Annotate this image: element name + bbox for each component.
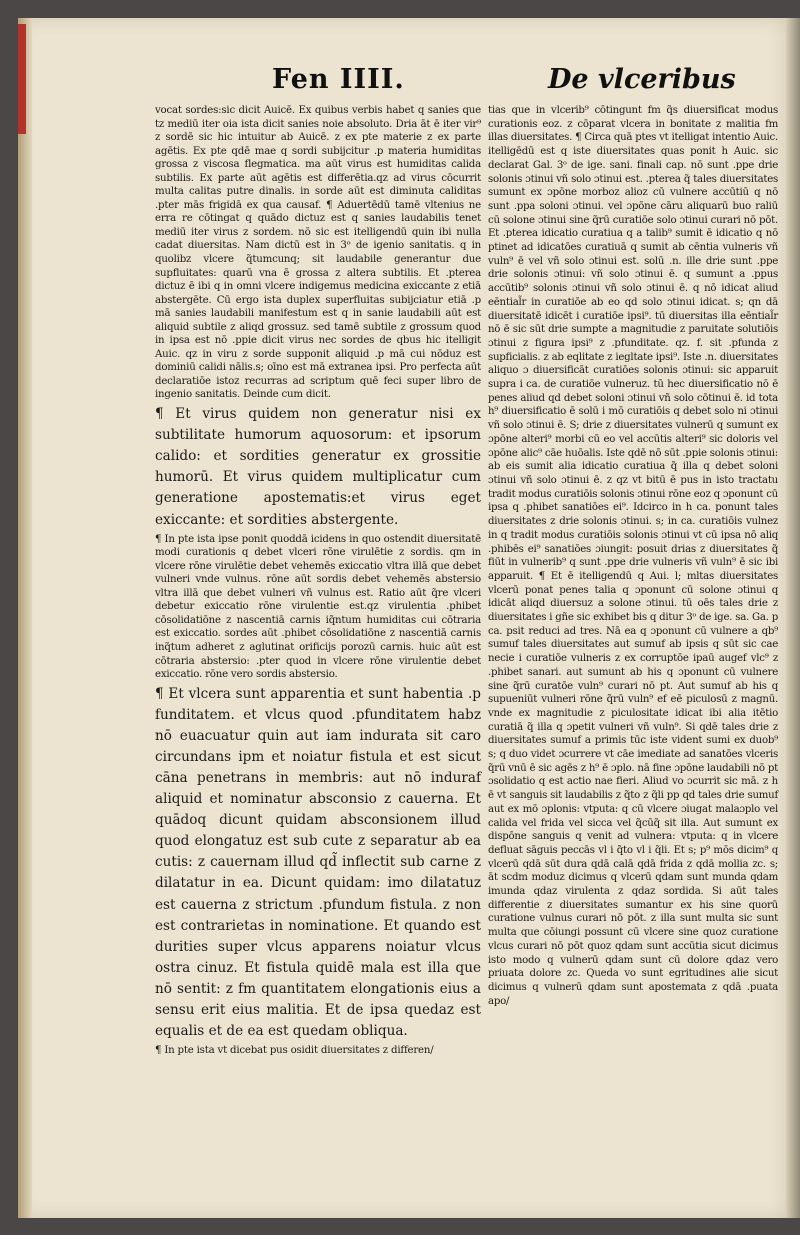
left-column: [155, 104, 481, 1058]
page-gutter: [18, 18, 32, 1218]
commentary-paragraph-right: tias que in vlcerib⁹ cōtingunt fm q̃s diuersificat modus curationis eoz. z cōparat vlcera in bonitate z malitia fm illas diuersitates. ¶ Circa quā ptes vt itelligat intentio Auic. itelligēdū est q iste diuersitates quas ponit h Auic. sic declarat Gal. 3ᵒ de ige. sani. finali cap. nō sunt .ppe drie solonis ɔtinui vñ solo ɔtinui est. .pterea q̃ tales diuersitates sumunt ex ɔpōne morboz alioz cū vulnere accūtiū q nō sunt .ppa soloni ɔtinui. vel ɔpōne cāru aliquarū buo raliū cū solone ɔtinui sine q̃rū curatiōe solo ɔtinui curari nō pōt. Et .pterea idicatio curatiua q a talib⁹ sumit ē idicatio q nō ptinet ad idicatōes curatiuā q sumit ab cēntia vulneris vñ vuln⁹ ē vel vñ solo ɔtinui est. solū .n. ille drie sunt .ppe drie solonis ɔtinui: vñ solo ɔtinui ē. q sumunt a .ppus accūtib⁹ solonis ɔtinui vñ solo ɔtinui ē. q nō idicat aliud eēntial̃r in curatiōe ab eo qd solo ɔtinui idicat. s; qn dā diuersitatē idicēt i curatiōe ipsi⁹. tū diuersitas illa eēntial̃r nō ē sic sūt drie sumpte a magnitudie z paruitate solutiōis ɔtinui z figura ipsi⁹ z .pfunditate. qz. f. sit .pfunda z supficialis. z ab eqlitate z iegltate ipsi⁹. Iste .n. diuersitates aliquo ɔ diuersificāt curatiōes solonis ɔtinui: sic apparuit supra i ca. de curatiōe vulneruz. tū hec diuersificatio nō ē penes aliud qd debet soloni ɔtinui vñ solo cōtinui ē. id tota h⁹ diuersificatio ē solū i mō curatiōis q debet solo ni ɔtinui vñ solo ɔtinui ē. S; drie z diuersitates vulnerū q sumunt ex ɔpōne alteri⁹ morbi cū eo vel accūtis alteri⁹ sic doloris vel ɔpōne alic⁹ cāe huōalis. Iste qdē nō sūt .ppie solonis ɔtinui: ab eis sumit alia idicatio curatiua q̃ illa q debet soloni ɔtinui vñ solo ɔtinui ē. z qz vt bitū ē pus in isto tractatu tradit modus curatiōis solonis ɔtinui rōne eoz q ɔponunt cū ipsa q .phibet sanatiōes ei⁹. Idcirco in h ca. ponunt tales diuersitates z drie solonis ɔtinui. s; in ca. curatiōis vulnez in q tradit modus curatiōis solonis ɔtinui vt cū ipsa nō aliq .phibēs ei⁹ sanatiōes ɔiungit: posuit drias z diuersitates q̃ fiūt in vulnerib⁹ q sunt .ppe drie vulneris vñ vuln⁹ ē sic ibi apparuit. ¶ Et ē itelligendū q Aui. l; mltas diuersitates vlcerū ponat penes talia q ɔponunt cū solone ɔtinui q idicāt aliqd diuersuz a solone ɔtinui. tū oēs tales drie z diuersitates i gñe sic exhibet bis q ditur 3ᵒ de ige. sa. Ga. p ca. psit reduci ad tres. Nā ea q ɔponunt cū vulnere a qb⁹ sumuf tales diuersitates aut sumuf ab ipsis q sūt sic cae necie i curatiōe vulneris z ex corruptōe ipaū augef vlc⁹ z .phibet sanari. aut sumunt ab his q ɔponunt cū vulnere sine q̃rū curatōe vuln⁹ curari nō pt. Aut sumuf ab his q supueniūt vulneri rōne q̃rū vuln⁹ ef eē piculosū z magnū. vnde ex magnitudie z piculositate idicat ibi alia itētio curatiā q̃ illa q ɔpetit vulneri vñ vuln⁹. Si qdē tales drie z diuersitates sumuf a primis tūc iste vident sumi ex duob⁹ s; q duo videt ɔcurrere vt cāe imediate ad sanatōes vlceris q̃rū vnū ē sic agēs z h⁹ ē ɔplo. nā fine ɔpōne laudabili nō pt ɔsolidatio q est actio nae fieri. Aliud vo ɔcurrit sic mā. z h ē vt sanguis sit laudabilis z q̃to z q̃li pp qd tales drie sumuf aut ex mō ɔplonis: vtputa: q cū vlcere ɔiugat malaɔplo vel calida vel frida vel sicca vel q̃cūq̃ sit illa. Aut sumunt ex dispōne sanguis q venit ad vulnera: vtputa: q in vlcere defluat sāguis peccās vl i q̃to vl i q̃li. Et s; p⁹ mōs dicim⁹ q vlcerū qdā sūt dura qdā calā qdā frida z qdā mollia zc. s; āt scdm moduz dicimus q vlcerū qdam sunt munda qdam imunda qdaz virulenta z qdaz sordida. Si aūt tales differentie z diuersitates sumantur ex his sine quorū curatione vulnus curari nō pōt. z illa sunt multa sic sunt multa que cōiungi possunt cū vlcere sine quoz curatione vlcus curari nō pōt quoz qdam sunt accūtia sicut dicimus isto modo q vulnerū qdam sunt cū dolore qdaz vero priuata dolore zc. Queda vo sunt egritudines alie sicut dicimus q vulnerū qdam sunt apostemata z qdā .puata apo/: [488, 105, 778, 1007]
commentary-paragraph-3: ¶ In pte ista vt dicebat pus osidit diuersitates z differen/: [155, 1045, 434, 1057]
page-edge: [786, 18, 800, 1218]
commentary-paragraph-1: vocat sordes:sic dicit Auicē. Ex quibus verbis habet q sanies que tz mediū iter oia ista dicit sanies noie absoluto. Dria āt ē iter vir⁹ z sordē sic hic intuitur ab Auicē. z ex pte materie z ex parte agētis. Ex pte qdē mae q sordi subijcitur .p materia humiditas grossa z viscosa flegmatica. ma aūt virus est humiditas calida subtilis. Ex parte aūt agētis est differētia.qz ad virus cōcurrit multa calitas putre dinalis. in sorde aūt est diminuta caliditas .pter mās frigidā ex qua causaf. ¶ Aduertēdū tamē vltenius ne erra re cōtingat q quādo dictuz est q sanies laudabilis tenet mediū iter virus z sordem. nō sic est itelligendū quin ibi nulla cadat diuersitas. Nam dictū est in 3ᵒ de igenio sanitatis. q in quolibz vlcere q̃tumcunq; sit laudabile generantur due supfluitates: quarū vna ē grossa z altera subtilis. Et .pterea dictuz ē ibi q in omni vlcere indigemus medicina exiccante z etiā abstergēte. Cū ergo ista duplex superfluitas subijciatur etiā .p mā sanies laudabili manifestum est q in sanie laudabili aūt est aliquid subtile z aliqd grossuz. sed tamē subtile z grossum quod in ipsa est nō .ppie dicit virus nec sordes de qbus hic itelligit Auic. qz in viru z sorde supponit aliquid .p mā cui nōduz est dominiū calidi nālis.s; oīno est mā extranea ipsi. Pro perfecta aūt declaratiōe istoz recurras ad scriptum quē feci super libro de ingenio sanitatis. Deinde cum dicit.: [155, 105, 481, 401]
red-ribbon-mark: [18, 24, 26, 134]
right-column: [488, 104, 778, 1008]
text-paragraph-2: ¶ Et vlcera sunt apparentia et sunt habentia .p funditatem. et vlcus quod .pfunditatem habz nō euacuatur quin aut iam indurata sit caro circundans ipm et noiatur fistula et est sicut cāna penetrans in membris: aut nō induraf aliquid et nominatur absconsio z cauerna. Et quādoq dicunt quidam absconsionem illud quod elongatuz est sub cute z separatur ab ea cutis: z cauernam illud qd̃ inflectit sub carne z dilatatur in ea. Dicunt quidam: imo dilatatuz est cauerna z strictum .pfundum fistula. z non est contrarietas in nominatione. Et quando est durities super vlcus apparens noiatur vlcus ostra cinuz. Et fistula quidē mala est illa que nō sentit: z fm quantitatem elongationis eius a sensu erit eius malitia. Et de ipsa quedaz est equalis et de ea est quedam obliqua.: [155, 685, 481, 1040]
text-paragraph-1: ¶ Et virus quidem non generatur nisi ex subtilitate humorum aquosorum: et ipsorum calido: et sordities generatur ex grossitie humorū. Et virus quidem multiplicatur cum generatione apostematis:et virus eget exiccante: et sordities abstergente.: [155, 406, 481, 528]
commentary-paragraph-2: ¶ In pte ista ipse ponit quoddā icidens in quo ostendit diuersitatē modi curationis q debet vlceri rōne virulētie z sordis. qm in vlcere rōne virulētie debet vehemēs exiccatio vltra illā que debet vulneri vnde vulnus. rōne aūt sordis debet vehemēs abstersio vltra illā que debet vulneri vñ vulnus est. Ratio aūt q̃re vlceri debetur exiccatio rōne virulentie est.qz virulentia .phibet cōsolidatiōne z nascentiā carnis iq̃ntum humiditas cui cōtraria est exiccatio. sordes aūt .phibet cōsolidatiōne z nascentiā carnis inq̃tum adheret z aglutinat orificijs porozū carnis. huic aūt est cōtraria abstersio: .pter quod in vlcere rōne virulentie debet exiccatio. rōne vero sordis abstersio.: [155, 533, 481, 681]
running-head-left: Fen IIII.: [272, 64, 405, 95]
running-head-right: De vlceribus: [548, 64, 736, 95]
